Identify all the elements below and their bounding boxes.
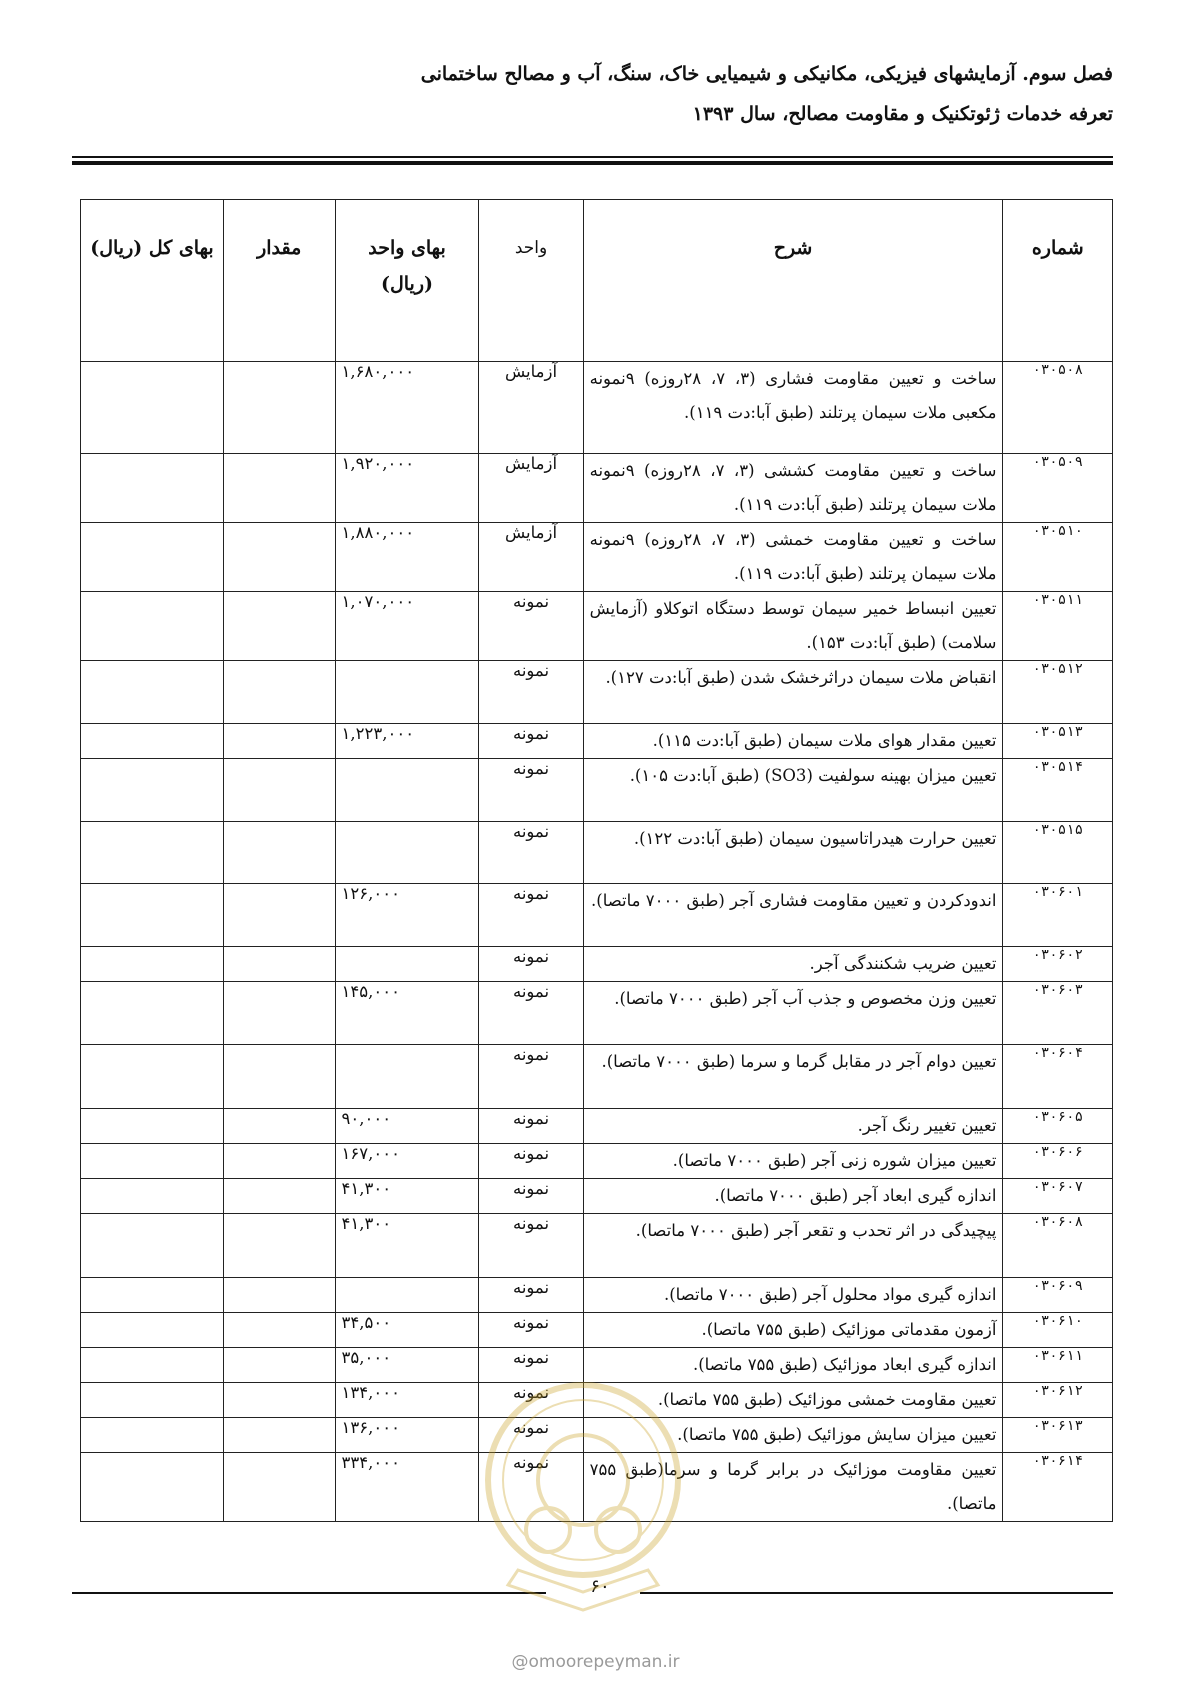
table-row xyxy=(81,592,1113,661)
row-unit-price: ۱۴۵,۰۰۰ xyxy=(335,982,479,1045)
column-header-unit: واحد xyxy=(479,200,583,362)
row-unit-price: ۱,۹۲۰,۰۰۰ xyxy=(335,454,479,523)
row-total-price xyxy=(81,1418,224,1453)
header-rule-thick xyxy=(72,161,1113,165)
row-description: ساخت و تعیین مقاومت خمشی (۳، ۷، ۲۸روزه) ۹نمونه ملات سیمان پرتلند (طبق آبا:دت ۱۱۹). xyxy=(583,523,1003,592)
table-row xyxy=(81,362,1113,454)
row-code: ۰۳۰۵۰۹ xyxy=(1003,454,1113,523)
row-code: ۰۳۰۶۰۳ xyxy=(1003,982,1113,1045)
row-quantity xyxy=(223,982,335,1045)
row-unit-price: ۳۳۴,۰۰۰ xyxy=(335,1453,479,1522)
row-total-price xyxy=(81,523,224,592)
row-unit-price: ۳۴,۵۰۰ xyxy=(335,1313,479,1348)
page-number: ۶۰ xyxy=(590,1576,610,1597)
row-total-price xyxy=(81,362,224,454)
row-unit: نمونه xyxy=(479,1144,583,1179)
table-row xyxy=(81,947,1113,982)
row-description: اندازه گیری ابعاد آجر (طبق ۷۰۰۰ ماتصا). xyxy=(583,1179,1003,1214)
row-unit: نمونه xyxy=(479,1453,583,1522)
row-quantity xyxy=(223,947,335,982)
row-code: ۰۳۰۶۰۴ xyxy=(1003,1045,1113,1109)
row-description: ساخت و تعیین مقاومت کششی (۳، ۷، ۲۸روزه) ۹نمونه ملات سیمان پرتلند (طبق آبا:دت ۱۱۹). xyxy=(583,454,1003,523)
row-description: پیچیدگی در اثر تحدب و تقعر آجر (طبق ۷۰۰۰ ماتصا). xyxy=(583,1214,1003,1278)
table-row xyxy=(81,661,1113,724)
header-rule-thin xyxy=(72,156,1113,158)
row-unit: نمونه xyxy=(479,1348,583,1383)
watermark-text: @omoorepeyman.ir xyxy=(511,1652,680,1672)
table-row xyxy=(81,1144,1113,1179)
row-quantity xyxy=(223,1418,335,1453)
row-unit-price: ۴۱,۳۰۰ xyxy=(335,1179,479,1214)
row-unit: نمونه xyxy=(479,1313,583,1348)
row-description: آزمون مقدماتی موزائیک (طبق ۷۵۵ ماتصا). xyxy=(583,1313,1003,1348)
row-code: ۰۳۰۶۰۹ xyxy=(1003,1278,1113,1313)
row-total-price xyxy=(81,1278,224,1313)
row-unit: نمونه xyxy=(479,1418,583,1453)
row-quantity xyxy=(223,1179,335,1214)
row-quantity xyxy=(223,1383,335,1418)
table-row xyxy=(81,1045,1113,1109)
row-unit: نمونه xyxy=(479,592,583,661)
row-total-price xyxy=(81,1453,224,1522)
row-description: اندازه گیری ابعاد موزائیک (طبق ۷۵۵ ماتصا). xyxy=(583,1348,1003,1383)
table-body xyxy=(81,362,1113,1522)
row-unit: نمونه xyxy=(479,661,583,724)
row-quantity xyxy=(223,661,335,724)
document-subtitle: تعرفه خدمات ژئوتکنیک و مقاومت مصالح، سال ۱۳۹۳ xyxy=(692,103,1113,125)
row-code: ۰۳۰۶۱۰ xyxy=(1003,1313,1113,1348)
row-unit: نمونه xyxy=(479,982,583,1045)
row-code: ۰۳۰۵۰۸ xyxy=(1003,362,1113,454)
row-unit-price: ۱۲۶,۰۰۰ xyxy=(335,884,479,947)
row-code: ۰۳۰۵۱۵ xyxy=(1003,822,1113,884)
row-code: ۰۳۰۶۰۸ xyxy=(1003,1214,1113,1278)
chapter-title: فصل سوم. آزمایشهای فیزیکی، مکانیکی و شیمیایی خاک، سنگ، آب و مصالح ساختمانی xyxy=(420,63,1113,85)
table-row xyxy=(81,884,1113,947)
row-unit: نمونه xyxy=(479,759,583,822)
row-unit-price: ۹۰,۰۰۰ xyxy=(335,1109,479,1144)
table-row xyxy=(81,982,1113,1045)
row-total-price xyxy=(81,759,224,822)
row-code: ۰۳۰۶۰۷ xyxy=(1003,1179,1113,1214)
row-unit: نمونه xyxy=(479,822,583,884)
row-description: تعیین دوام آجر در مقابل گرما و سرما (طبق ۷۰۰۰ ماتصا). xyxy=(583,1045,1003,1109)
row-code: ۰۳۰۶۰۶ xyxy=(1003,1144,1113,1179)
row-quantity xyxy=(223,1348,335,1383)
row-quantity xyxy=(223,1453,335,1522)
table-row xyxy=(81,1313,1113,1348)
table-row xyxy=(81,724,1113,759)
column-header-description: شرح xyxy=(583,200,1003,362)
row-unit: آزمایش xyxy=(479,454,583,523)
row-description: تعیین میزان سایش موزائیک (طبق ۷۵۵ ماتصا). xyxy=(583,1418,1003,1453)
row-total-price xyxy=(81,1179,224,1214)
row-total-price xyxy=(81,982,224,1045)
tariff-table xyxy=(80,199,1113,1522)
row-quantity xyxy=(223,454,335,523)
row-unit-price: ۱۶۷,۰۰۰ xyxy=(335,1144,479,1179)
row-unit-price xyxy=(335,759,479,822)
row-total-price xyxy=(81,1214,224,1278)
table-header-row xyxy=(81,200,1113,362)
row-total-price xyxy=(81,1313,224,1348)
row-quantity xyxy=(223,1278,335,1313)
row-unit: نمونه xyxy=(479,1214,583,1278)
seal-stamp-icon xyxy=(478,1370,688,1620)
row-unit-price xyxy=(335,661,479,724)
row-description: تعیین ضریب شکنندگی آجر. xyxy=(583,947,1003,982)
row-unit-price xyxy=(335,1278,479,1313)
row-unit: نمونه xyxy=(479,1045,583,1109)
row-total-price xyxy=(81,1144,224,1179)
row-code: ۰۳۰۶۰۱ xyxy=(1003,884,1113,947)
row-total-price xyxy=(81,1045,224,1109)
row-total-price xyxy=(81,884,224,947)
row-total-price xyxy=(81,592,224,661)
row-unit-price: ۱,۲۲۳,۰۰۰ xyxy=(335,724,479,759)
row-code: ۰۳۰۵۱۰ xyxy=(1003,523,1113,592)
row-unit-price xyxy=(335,1045,479,1109)
row-code: ۰۳۰۶۰۲ xyxy=(1003,947,1113,982)
row-description: اندازه گیری مواد محلول آجر (طبق ۷۰۰۰ ماتصا). xyxy=(583,1278,1003,1313)
row-unit: نمونه xyxy=(479,1383,583,1418)
row-unit: نمونه xyxy=(479,1109,583,1144)
row-quantity xyxy=(223,1313,335,1348)
row-description: تعیین میزان شوره زنی آجر (طبق ۷۰۰۰ ماتصا). xyxy=(583,1144,1003,1179)
table-row xyxy=(81,523,1113,592)
row-quantity xyxy=(223,592,335,661)
row-total-price xyxy=(81,1109,224,1144)
row-description: تعیین حرارت هیدراتاسیون سیمان (طبق آبا:دت ۱۲۲). xyxy=(583,822,1003,884)
row-code: ۰۳۰۵۱۲ xyxy=(1003,661,1113,724)
row-unit-price: ۱,۰۷۰,۰۰۰ xyxy=(335,592,479,661)
table-row xyxy=(81,759,1113,822)
row-quantity xyxy=(223,523,335,592)
page-header xyxy=(73,60,1113,128)
row-unit: نمونه xyxy=(479,947,583,982)
row-unit: نمونه xyxy=(479,724,583,759)
row-description: تعیین مقاومت خمشی موزائیک (طبق ۷۵۵ ماتصا). xyxy=(583,1383,1003,1418)
row-unit-price: ۱,۸۸۰,۰۰۰ xyxy=(335,523,479,592)
row-description: تعیین تغییر رنگ آجر. xyxy=(583,1109,1003,1144)
row-unit: نمونه xyxy=(479,1179,583,1214)
row-code: ۰۳۰۶۱۴ xyxy=(1003,1453,1113,1522)
row-quantity xyxy=(223,1109,335,1144)
row-description: تعیین انبساط خمیر سیمان توسط دستگاه اتوکلاو (آزمایش سلامت) (طبق آبا:دت ۱۵۳). xyxy=(583,592,1003,661)
row-quantity xyxy=(223,1144,335,1179)
column-header-unit-price: بهای واحد (ریال) xyxy=(335,200,479,362)
column-header-quantity: مقدار xyxy=(223,200,335,362)
table-row xyxy=(81,454,1113,523)
row-quantity xyxy=(223,1045,335,1109)
footer-rule-right xyxy=(640,1592,1113,1594)
row-description: اندودکردن و تعیین مقاومت فشاری آجر (طبق ۷۰۰۰ ماتصا). xyxy=(583,884,1003,947)
row-unit: نمونه xyxy=(479,1278,583,1313)
row-description: تعیین میزان بهینه سولفیت (SO3) (طبق آبا:دت ۱۰۵). xyxy=(583,759,1003,822)
row-quantity xyxy=(223,822,335,884)
row-total-price xyxy=(81,947,224,982)
row-unit-price: ۱۳۶,۰۰۰ xyxy=(335,1418,479,1453)
row-total-price xyxy=(81,724,224,759)
row-code: ۰۳۰۶۰۵ xyxy=(1003,1109,1113,1144)
row-quantity xyxy=(223,1214,335,1278)
row-description: تعیین وزن مخصوص و جذب آب آجر (طبق ۷۰۰۰ ماتصا). xyxy=(583,982,1003,1045)
row-description: تعیین مقدار هوای ملات سیمان (طبق آبا:دت ۱۱۵). xyxy=(583,724,1003,759)
row-code: ۰۳۰۵۱۳ xyxy=(1003,724,1113,759)
row-description: تعیین مقاومت موزائیک در برابر گرما و سرما(طبق ۷۵۵ ماتصا). xyxy=(583,1453,1003,1522)
row-total-price xyxy=(81,1383,224,1418)
row-unit: آزمایش xyxy=(479,362,583,454)
row-code: ۰۳۰۶۱۲ xyxy=(1003,1383,1113,1418)
row-unit-price: ۴۱,۳۰۰ xyxy=(335,1214,479,1278)
row-unit: آزمایش xyxy=(479,523,583,592)
table-row xyxy=(81,1214,1113,1278)
row-unit-price: ۱,۶۸۰,۰۰۰ xyxy=(335,362,479,454)
table-row xyxy=(81,1179,1113,1214)
row-code: ۰۳۰۶۱۱ xyxy=(1003,1348,1113,1383)
row-code: ۰۳۰۶۱۳ xyxy=(1003,1418,1113,1453)
row-unit: نمونه xyxy=(479,884,583,947)
row-unit-price: ۱۳۴,۰۰۰ xyxy=(335,1383,479,1418)
row-code: ۰۳۰۵۱۴ xyxy=(1003,759,1113,822)
row-total-price xyxy=(81,822,224,884)
table-row xyxy=(81,822,1113,884)
row-unit-price xyxy=(335,822,479,884)
row-quantity xyxy=(223,759,335,822)
row-total-price xyxy=(81,454,224,523)
row-unit-price xyxy=(335,947,479,982)
table-row xyxy=(81,1109,1113,1144)
table-row xyxy=(81,1278,1113,1313)
row-quantity xyxy=(223,724,335,759)
row-description: ساخت و تعیین مقاومت فشاری (۳، ۷، ۲۸روزه) ۹نمونه مکعبی ملات سیمان پرتلند (طبق آبا:دت ۱۱۹). xyxy=(583,362,1003,454)
row-quantity xyxy=(223,362,335,454)
row-quantity xyxy=(223,884,335,947)
column-header-code: شماره xyxy=(1003,200,1113,362)
row-total-price xyxy=(81,661,224,724)
footer-rule-left xyxy=(72,1592,546,1594)
row-description: انقباض ملات سیمان دراثرخشک شدن (طبق آبا:دت ۱۲۷). xyxy=(583,661,1003,724)
row-code: ۰۳۰۵۱۱ xyxy=(1003,592,1113,661)
row-total-price xyxy=(81,1348,224,1383)
row-unit-price: ۳۵,۰۰۰ xyxy=(335,1348,479,1383)
column-header-total-price: بهای کل (ریال) xyxy=(81,200,224,362)
